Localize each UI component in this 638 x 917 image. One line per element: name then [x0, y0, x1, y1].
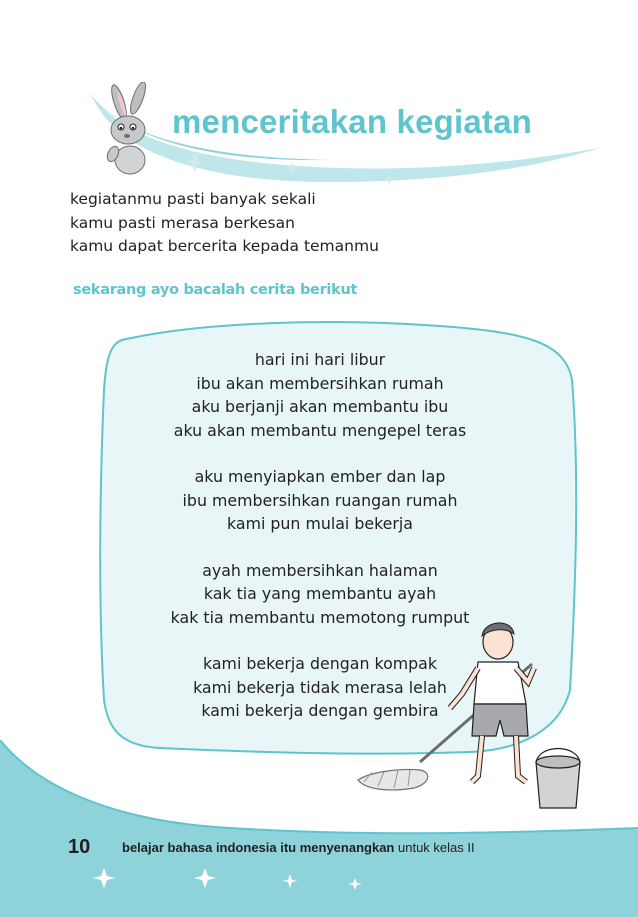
footer-book-title: [122, 840, 475, 855]
story-line: kak tia membantu memotong rumput: [170, 607, 470, 627]
book-title: belajar bahasa indonesia itu menyenangkan: [122, 840, 395, 855]
rabbit-mascot-icon: [92, 82, 162, 177]
story-line: aku akan membantu mengepel teras: [173, 420, 467, 440]
story-line: kami pun mulai bekerja: [227, 514, 413, 533]
intro-line: kamu pasti merasa berkesan: [70, 213, 295, 232]
book-title-suffix: untuk kelas II: [398, 840, 475, 855]
story-line: kami bekerja dengan gembira: [201, 701, 439, 720]
footer-wave: [0, 740, 638, 917]
story-stanza: [120, 465, 520, 536]
reading-instruction: sekarang ayo bacalah cerita berikut: [73, 282, 358, 298]
intro-line: kamu dapat bercerita kepada temanmu: [70, 237, 379, 255]
story-line: hari ini hari libur: [254, 350, 386, 369]
intro-text: [70, 188, 490, 259]
story-line: kami bekerja dengan kompak: [203, 654, 437, 673]
intro-line: kegiatanmu pasti banyak sekali: [70, 190, 316, 208]
story-line: ayah membersihkan halaman: [202, 560, 438, 580]
story-stanza: [120, 348, 520, 442]
story-line: kami bekerja tidak merasa lelah: [193, 677, 447, 697]
story-line: aku menyiapkan ember dan lap: [194, 467, 446, 486]
story-line: aku berjanji akan membantu ibu: [191, 397, 449, 416]
page-title: menceritakan kegiatan: [172, 103, 533, 140]
page-number: 10: [68, 836, 91, 858]
story-line: ibu membersihkan ruangan rumah: [182, 490, 458, 510]
story-line: ibu akan membersihkan rumah: [196, 373, 444, 393]
story-line: kak tia yang membantu ayah: [203, 584, 437, 603]
